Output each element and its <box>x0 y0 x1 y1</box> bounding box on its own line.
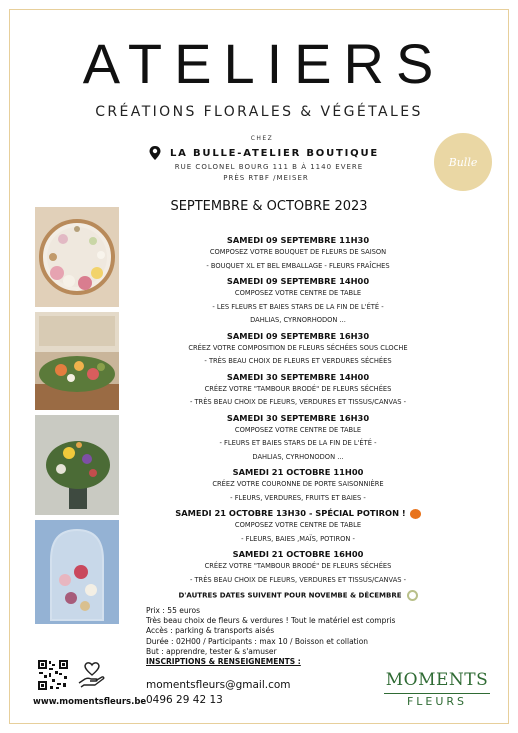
event-details: DAHLIAS, CYRNORHODON ... <box>250 316 346 324</box>
event-details: - TRÈS BEAU CHOIX DE FLEURS ET VERDURES SÉCHÉES <box>204 357 392 365</box>
event-date: SAMEDI 09 SEPTEMBRE 11H30 <box>226 235 370 245</box>
period-heading: SEPTEMBRE & OCTOBRE 2023 <box>170 199 368 214</box>
chez-label: CHEZ <box>250 135 274 142</box>
heart-hand-icon <box>76 657 108 689</box>
address-line-1: RUE COLONEL BOURG 111 B À 1140 EVERE <box>174 163 364 171</box>
la-bulle-logo <box>434 133 492 191</box>
brand-logo-fleurs: FLEURS <box>384 693 490 708</box>
photo-bouquet-vase <box>35 415 119 515</box>
logo-text: Bulle <box>448 155 478 169</box>
venue-line <box>148 145 379 161</box>
event-details: - TRÈS BEAU CHOIX DE FLEURS, VERDURES ET TISSUS/CANVAS - <box>189 398 407 406</box>
practical-info <box>146 606 446 667</box>
event-description: COMPOSEZ VOTRE CENTRE DE TABLE <box>234 521 362 529</box>
event-item <box>130 508 466 546</box>
event-details: - BOUQUET XL ET BEL EMBALLAGE - FLEURS FRAÎCHES <box>206 261 390 270</box>
registration-heading: INSCRIPTIONS & RENSEIGNEMENTS : <box>146 657 301 667</box>
venue-name: LA BULLE-ATELIER BOUTIQUE <box>170 147 380 159</box>
event-date: SAMEDI 21 OCTOBRE 11H00 <box>232 467 364 477</box>
duration-info: Durée : 02H00 / Participants : max 10 / Boisson et collation <box>146 636 369 646</box>
brand-logo-moments: MOMENTS <box>385 670 489 690</box>
event-description: CRÉEZ VOTRE "TAMBOUR BRODÉ" DE FLEURS SÉCHÉES <box>204 562 392 570</box>
events-list <box>130 232 466 602</box>
website-link[interactable]: www.momentsfleurs.be <box>33 697 147 707</box>
event-details: - FLEURS, BAIES ,MAÏS, POTIRON - <box>241 534 355 543</box>
event-item <box>130 549 466 587</box>
more-dates-note: D'AUTRES DATES SUIVENT POUR NOVEMBE & DÉCEMBRE <box>178 591 402 600</box>
access-info: Accès : parking & transports aisés <box>146 626 275 636</box>
event-date: SAMEDI 30 SEPTEMBRE 16H30 <box>226 412 370 423</box>
event-description: COMPOSEZ VOTRE CENTRE DE TABLE <box>234 289 362 297</box>
event-date: SAMEDI 30 SEPTEMBRE 14H00 <box>226 371 370 382</box>
pumpkin-icon <box>410 509 421 519</box>
event-description: CRÉEZ VOTRE "TAMBOUR BRODÉ" DE FLEURS SÉCHÉES <box>204 384 392 393</box>
event-item <box>130 467 466 505</box>
event-date: SAMEDI 21 OCTOBRE 16H00 <box>232 549 364 559</box>
qr-code-icon[interactable] <box>37 659 69 691</box>
event-description: CRÉEZ VOTRE COMPOSITION DE FLEURS SÉCHÉES SOUS CLOCHE <box>188 343 408 352</box>
included-materials: Très beau choix de fleurs & verdures ! Tout le matériel est compris <box>146 616 396 626</box>
goal-info: But : apprendre, tester & s'amuser <box>146 646 277 656</box>
location-pin-icon <box>148 145 162 161</box>
event-item <box>130 235 466 273</box>
event-description: CRÉEZ VOTRE COURONNE DE PORTE SAISONNIÈRE <box>212 480 384 488</box>
event-date: SAMEDI 09 SEPTEMBRE 16H30 <box>226 330 370 341</box>
event-details: DAHLIAS, CYRHONODON ... <box>252 452 344 461</box>
photo-dried-flowers-cloche <box>35 520 119 624</box>
event-details: - FLEURS ET BAIES STARS DE LA FIN DE L'ÉTÉ - <box>219 439 377 447</box>
event-date: SAMEDI 09 SEPTEMBRE 14H00 <box>226 276 370 286</box>
event-details: - LES FLEURS ET BAIES STARS DE LA FIN DE L'ÉTÉ - <box>212 302 384 311</box>
event-item <box>130 372 466 410</box>
price: Prix : 55 euros <box>146 606 201 615</box>
contact-phone[interactable]: 0496 29 42 13 <box>146 694 223 706</box>
event-date: SAMEDI 21 OCTOBRE 13H30 - SPÉCIAL POTIRON ! <box>175 508 406 518</box>
event-item <box>130 276 466 328</box>
event-description: COMPOSEZ VOTRE CENTRE DE TABLE <box>234 425 362 434</box>
event-details: - FLEURS, VERDURES, FRUITS ET BAIES - <box>230 493 366 502</box>
event-item <box>130 413 466 465</box>
wreath-icon <box>407 590 418 601</box>
photo-table-centerpiece <box>35 312 119 410</box>
poster-subtitle: CRÉATIONS FLORALES & VÉGÉTALES <box>95 104 423 120</box>
poster-title: ATELIERS <box>82 32 446 95</box>
contact-email[interactable]: momentsfleurs@gmail.com <box>146 679 291 691</box>
event-description: COMPOSEZ VOTRE BOUQUET DE FLEURS DE SAISON <box>209 248 387 256</box>
event-date-row <box>130 508 466 519</box>
event-item <box>130 331 466 369</box>
photo-embroidery-hoop <box>35 207 119 307</box>
event-details: - TRÈS BEAU CHOIX DE FLEURS, VERDURES ET TISSUS/CANVAS - <box>189 575 407 584</box>
address-line-2: PRÈS RTBF /MEISER <box>223 174 309 182</box>
more-dates-row <box>130 590 466 602</box>
